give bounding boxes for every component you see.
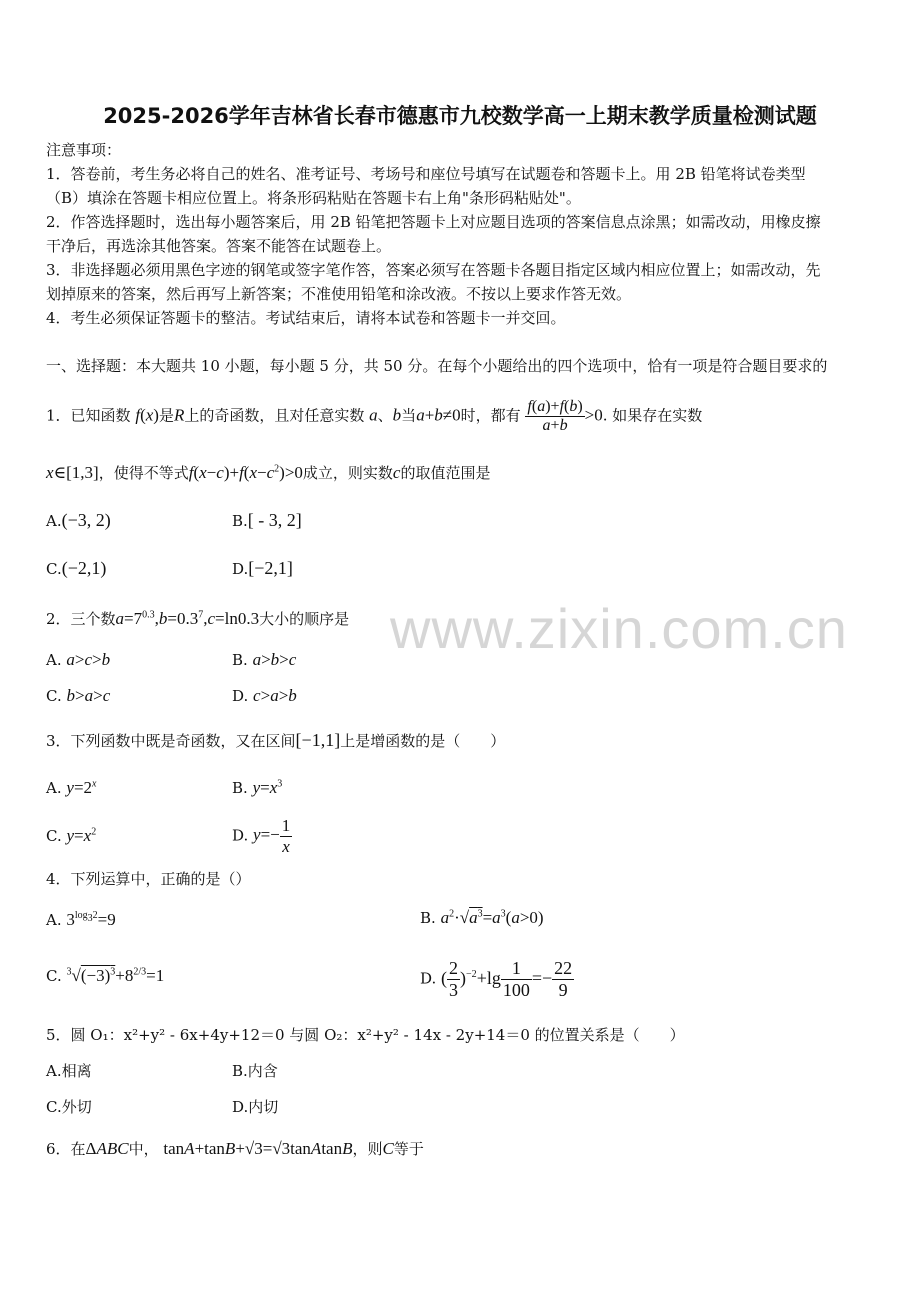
option-a[interactable]: A.(−3, 2) [46,510,111,530]
notice-line: 1．答卷前，考生务必将自己的姓名、准考证号、考场号和座位号填写在试题卷和答题卡上。用 2B 铅笔将试卷类型 [46,165,806,183]
option-b[interactable]: B.[ - 3, 2] [232,510,302,530]
notice-heading: 注意事项： [46,141,122,159]
option-d[interactable]: D. y=− $\frac{1}{x}$ [232,816,291,856]
notice-line: 干净后，再选涂其他答案。答案不能答在试题卷上。 [46,237,392,255]
notice-line: （B）填涂在答题卡相应位置上。将条形码粘贴在答题卡右上角"条形码粘贴处"。 [46,189,581,207]
option-b[interactable]: B. $y=x^3$ [232,778,283,797]
option-a[interactable]: A. $y=2^x$ [46,778,97,797]
option-d[interactable]: D. ( $\frac{2}{3}$ )$^{-2}$+lg $\frac{1}{100}$ =− $\frac{22}{9}$ [420,958,573,1000]
question-1-stem: 1．已知函数 f(x)是R上的奇函数，且对任意实数 a、b当a+b≠0时，都有 $\frac{f(a)+f(b)}{a+b}$ >0. 如果存在实数 [46,398,703,434]
question-6-stem: 6．在ΔABC中， tanA+tanB+√3=√3tanAtanB，则C等于 [46,1139,424,1158]
option-c[interactable]: C. $^3√(-3)^3+8^{2/3}=1$ [46,966,165,985]
option-d[interactable]: D. c>a>b [232,686,297,705]
option-c[interactable]: C.(−2,1) [46,558,107,578]
option-a[interactable]: A. a>c>b [46,650,111,669]
option-b[interactable]: B. $a^2\cdot√a^3=a^3(a>0)$ [420,908,544,927]
option-c[interactable]: C. $y=x^2$ [46,826,97,845]
option-c[interactable]: C. b>a>c [46,686,111,705]
watermark: www.zixin.com.cn [390,597,848,660]
option-b[interactable]: B.内含 [232,1062,278,1080]
notice-line: 3．非选择题必须用黑色字迹的钢笔或签字笔作答，答案必须写在答题卡各题目指定区域内相应位置上；如需改动，先 [46,261,821,279]
option-a[interactable]: A.相离 [46,1062,92,1080]
option-c[interactable]: C.外切 [46,1098,92,1116]
option-d[interactable]: D.[−2,1] [232,558,293,578]
question-2-stem: 2．三个数$a=7^{0.3},b=0.3^7,c=\ln 0.3$大小的顺序是 [46,609,350,628]
question-3-stem: 3．下列函数中既是奇函数，又在区间[−1,1]上是增函数的是（ ） [46,730,506,750]
notice-line: 划掉原来的答案，然后再写上新答案；不准使用铅笔和涂改液。不按以上要求作答无效。 [46,285,632,303]
question-1-line2: x∈[1,3]，使得不等式$f(x-c)+f(x-c^2)>0$成立，则实数c的取值范围是 [46,463,491,482]
notice-line: 4．考生必须保证答题卡的整洁。考试结束后，请将本试卷和答题卡一并交回。 [46,309,566,327]
option-b[interactable]: B. a>b>c [232,650,297,669]
section-heading: 一、选择题：本大题共 10 小题，每小题 5 分，共 50 分。在每个小题给出的四个选项中，恰有一项是符合题目要求的 [46,357,828,375]
notice-line: 2．作答选择题时，选出每小题答案后，用 2B 铅笔把答题卡上对应题目选项的答案信息点涂黑；如需改动，用橡皮擦 [46,213,821,231]
page-title: 2025-2026学年吉林省长春市德惠市九校数学高一上期末教学质量检测试题 [103,104,817,128]
option-d[interactable]: D.内切 [232,1098,279,1116]
question-5-stem: 5．圆 O₁：x²+y² - 6x+4y+12＝0 与圆 O₂：x²+y² - 14x - 2y+14＝0 的位置关系是（ ） [46,1026,685,1044]
option-a[interactable]: A. $3^{log_32}=9$ [46,910,116,929]
question-4-stem: 4．下列运算中，正确的是（） [46,870,251,888]
